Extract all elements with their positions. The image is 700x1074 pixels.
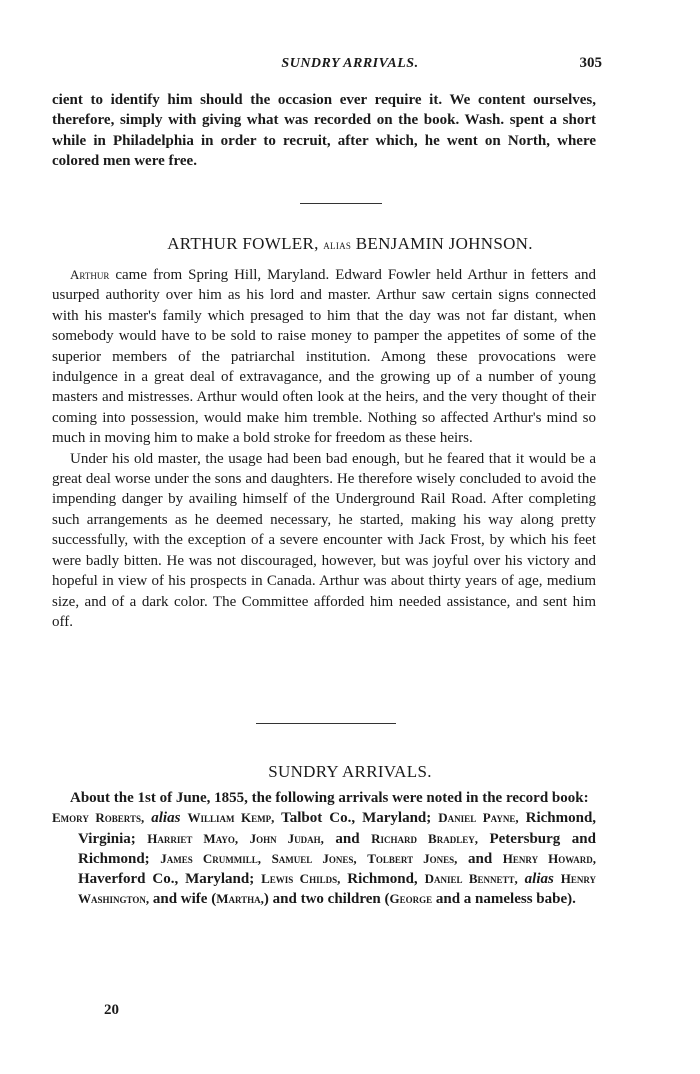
signature-mark: 20 [104, 1002, 119, 1018]
section-heading-arthur-fowler [0, 234, 700, 254]
arrival-name: James Crummill, [160, 850, 261, 866]
arrival-name: Daniel Bennett, [424, 871, 518, 887]
arrival-place: Talbot Co., Maryland; [281, 810, 432, 827]
arrival-name: William Kemp, [187, 810, 275, 826]
paragraph-1-text: came from Spring Hill, Maryland. Edward Fowler held Arthur in fetters and usurped authority over him as his lord and master. Arthur saw certain signs connected with his master's family which presaged to him that the day was not far distant, when somebody would have to be sold to raise money to pamper the appetites of some of the superior members of the patriarchal institution. Among these provocations were indulgence in a great deal of extravagance, and the growing up of a number of young masters and mistresses. Arthur would often look at the heirs, and the very thought of their coming into possession, would make him tremble. Nothing so affected Arthur's mind so much in moving him to make a bold stroke for freedom as these heirs. [52, 267, 597, 447]
alias-label: alias [151, 810, 181, 827]
arrival-name: Samuel Jones, [271, 850, 357, 866]
connector-text: and wife ( [152, 891, 217, 908]
connector-text: and [468, 850, 493, 867]
arrival-name: Emory Roberts, [52, 810, 145, 826]
arrivals-list [52, 808, 596, 909]
arrival-name: John Judah, [249, 830, 324, 846]
continuation-block [52, 90, 596, 171]
lead-name: Arthur [70, 267, 110, 282]
arrival-name: Tolbert Jones, [367, 850, 458, 866]
arrivals-intro: About the 1st of June, 1855, the following arrivals were noted in the record book: [70, 790, 589, 806]
connector-text: and a nameless babe). [435, 891, 576, 908]
continuation-paragraph: cient to identify him should the occasion ever require it. We content ourselves, therefore, simply with giving what was recorded on the book. Wash. spent a short while in Philadelphia in order to recruit, after which, he went on North, where colored men were free. [52, 92, 596, 169]
arrival-name: Lewis Childs, [261, 871, 341, 887]
section-divider-2 [256, 723, 396, 724]
alias-label: alias [524, 871, 554, 888]
heading-alias: alias [323, 237, 352, 252]
sundry-arrivals-body [52, 788, 596, 910]
arrival-name: Henry Washington, [78, 871, 597, 907]
arrival-name: Harriet Mayo, [147, 830, 239, 846]
arrival-place: Richmond, [347, 871, 418, 888]
arrival-name: George [389, 891, 433, 907]
section-heading-sundry-arrivals: SUNDRY ARRIVALS. [268, 762, 432, 781]
section-divider-1 [300, 203, 382, 204]
arrival-place: Haverford Co., Maryland; [78, 871, 255, 888]
connector-text: ) and two children ( [263, 891, 390, 908]
connector-text: and [335, 830, 360, 847]
heading-name: ARTHUR FOWLER, [167, 234, 319, 253]
arthur-fowler-body [52, 265, 596, 632]
arrival-place: Richmond, Virginia; [78, 810, 597, 847]
arrival-place: Petersburg and Richmond; [78, 830, 596, 867]
arrival-name: Henry Howard, [502, 850, 597, 866]
running-head [0, 52, 700, 76]
body-paragraph-1 [52, 265, 596, 449]
arrival-name: Richard Bradley, [371, 830, 478, 846]
page-number: 305 [579, 55, 602, 71]
arrival-name: Martha, [216, 891, 264, 907]
heading-alias-name: BENJAMIN JOHNSON. [355, 234, 533, 253]
arrival-name: Daniel Payne, [438, 810, 519, 826]
body-paragraph-2: Under his old master, the usage had been bad enough, but he feared that it would be a great deal worse under the sons and daughters. He therefore wisely concluded to avoid the impending danger by availing himself of the Underground Rail Road. After completing such arrangements as he deemed necessary, he started, making his way along pretty successfully, with the exception of a severe encounter with Jack Frost, by which his feet were badly bitten. He was not discouraged, however, but was joyful over his victory and hopeful in view of his prospects in Canada. Arthur was about thirty years of age, medium size, and of a dark color. The Committee afforded him needed assistance, and sent him off. [52, 450, 596, 630]
running-title: SUNDRY ARRIVALS. [281, 56, 419, 71]
